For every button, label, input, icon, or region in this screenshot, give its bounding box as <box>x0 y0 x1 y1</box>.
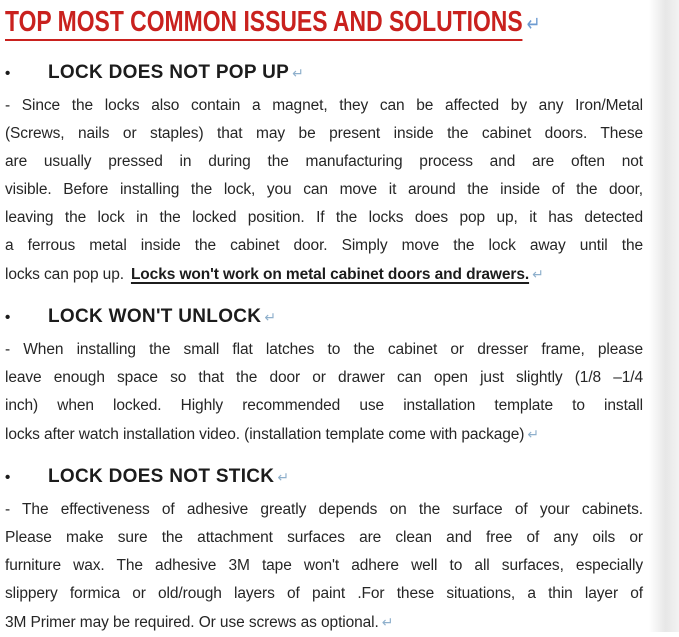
bullet-icon: • <box>5 65 11 82</box>
section-paragraph <box>5 92 643 289</box>
paragraph-line <box>5 420 643 449</box>
paragraph-line: are usually pressed in during the manufacturing process and are often not <box>5 153 643 170</box>
document-title-row <box>5 4 643 45</box>
paragraph-text: locks can pop up. <box>5 266 124 283</box>
paragraph-mark-icon: ↵ <box>381 614 394 630</box>
section-heading-lock-does-not-pop-up <box>5 61 643 86</box>
paragraph-mark-icon: ↵ <box>526 13 541 36</box>
paragraph-line: a ferrous metal inside the cabinet door. Simply move the lock away until the <box>5 237 643 254</box>
paragraph-mark-icon: ↵ <box>532 266 544 282</box>
paragraph-line: - The effectiveness of adhesive greatly depends on the surface of your cabinets. <box>5 501 643 518</box>
paragraph-line: leaving the lock in the locked position. If the locks does pop up, it has detected <box>5 209 643 226</box>
paragraph-line: visible. Before installing the lock, you can move it around the inside of the door, <box>5 181 643 198</box>
document-title-wrap <box>5 4 540 45</box>
paragraph-mark-icon: ↵ <box>277 469 290 485</box>
paragraph-line: - When installing the small flat latches to the cabinet or dresser frame, please <box>5 341 643 358</box>
section-heading-label: LOCK DOES NOT STICK <box>48 466 275 487</box>
paragraph-line: - Since the locks also contain a magnet, they can be affected by any Iron/Metal <box>5 97 643 114</box>
paragraph-mark-icon: ↵ <box>264 309 277 325</box>
paragraph-line: Please make sure the attachment surfaces are clean and free of any oils or <box>5 529 643 546</box>
paragraph-line <box>5 608 643 637</box>
paragraph-mark-icon: ↵ <box>527 426 540 442</box>
section-heading-label: LOCK WON'T UNLOCK <box>48 306 262 327</box>
paragraph-line: leave enough space so that the door or drawer can open just slightly (1/8 –1/4 <box>5 369 643 386</box>
emphasized-warning-text: Locks won't work on metal cabinet doors and drawers. <box>130 266 530 283</box>
section-paragraph <box>5 496 643 637</box>
paragraph-line: slippery formica or old/rough layers of paint .For these situations, a thin layer of <box>5 585 643 602</box>
document-title: TOP MOST COMMON ISSUES AND SOLUTIONS <box>5 6 523 41</box>
paragraph-line: inch) when locked. Highly recommended use installation template to install <box>5 397 643 414</box>
paragraph-text: 3M Primer may be required. Or use screws as optional. <box>5 614 379 631</box>
paragraph-mark-icon: ↵ <box>292 65 304 81</box>
paragraph-line <box>5 260 643 289</box>
section-paragraph <box>5 336 643 449</box>
paragraph-line: (Screws, nails or staples) that may be present inside the cabinet doors. These <box>5 125 643 142</box>
section-heading-label: LOCK DOES NOT POP UP <box>48 62 290 83</box>
paragraph-line: furniture wax. The adhesive 3M tape won't adhere well to all surfaces, especially <box>5 557 643 574</box>
paragraph-text: locks after watch installation video. (installation template come with package) <box>5 426 525 443</box>
section-heading-lock-does-not-stick <box>5 465 643 490</box>
section-heading-lock-wont-unlock <box>5 305 643 330</box>
bullet-icon: • <box>5 309 11 326</box>
bullet-icon: • <box>5 469 11 486</box>
